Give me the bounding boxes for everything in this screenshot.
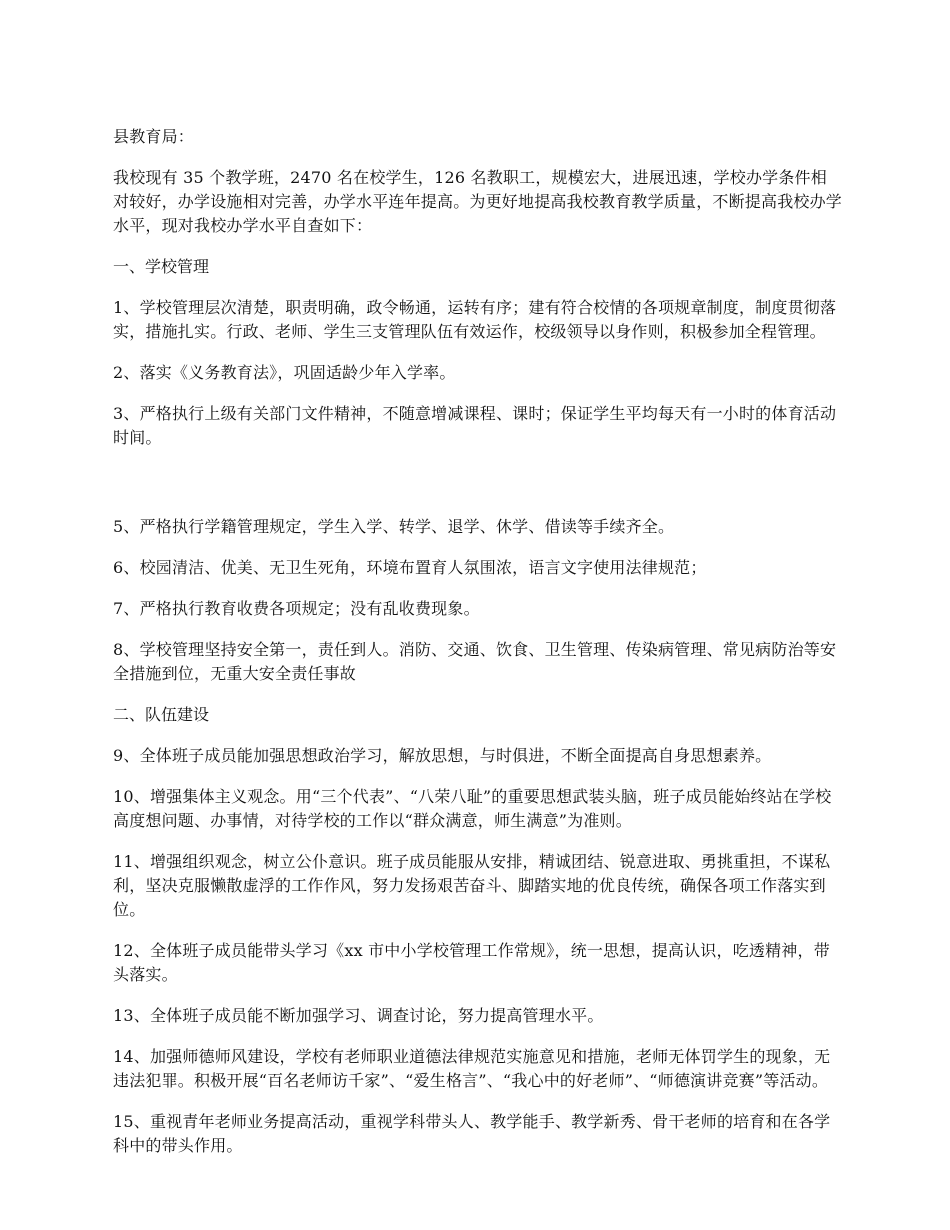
salutation: 县教育局： xyxy=(113,127,195,146)
list-item: 8、学校管理坚持安全第一，责任到人。消防、交通、饮食、卫生管理、传染病管理、常见病防治等安全措施到位，无重大安全责任事故 xyxy=(113,640,837,683)
list-item: 15、重视青年老师业务提高活动，重视学科带头人、教学能手、教学新秀、骨干老师的培育和在各学科中的带头作用。 xyxy=(113,1112,831,1155)
list-item: 13、全体班子成员能不断加强学习、调查讨论，努力提高管理水平。 xyxy=(113,1006,604,1025)
list-item: 6、校园清洁、优美、无卫生死角，环境布置育人氛围浓，语言文字使用法律规范； xyxy=(113,558,707,577)
list-item: 11、增强组织观念，树立公仆意识。班子成员能服从安排，精诚团结、锐意进取、勇挑重担，不谋私利，坚决克服懒散虚浮的工作作风，努力发扬艰苦奋斗、脚踏实地的优良传统，确保各项工作落实到位。 xyxy=(113,852,831,919)
list-item: 14、加强师德师风建设，学校有老师职业道德法律规范实施意见和措施，老师无体罚学生的现象，无违法犯罪。积极开展“百名老师访千家”、“爱生格言”、“我心中的好老师”、“师德演讲竞赛”等活动。 xyxy=(113,1047,831,1090)
intro-paragraph: 我校现有 35 个教学班，2470 名在校学生，126 名教职工，规模宏大，进展迅速，学校办学条件相对较好，办学设施相对完善，办学水平连年提高。为更好地提高我校教育教学质量，不断提高我校办学水平，现对我校办学水平自查如下： xyxy=(113,168,843,235)
section-heading-team: 二、队伍建设 xyxy=(113,705,210,724)
list-item: 3、严格执行上级有关部门文件精神，不随意增减课程、课时；保证学生平均每天有一小时的体育活动时间。 xyxy=(113,404,837,447)
list-item: 2、落实《义务教育法》，巩固适龄少年入学率。 xyxy=(113,363,456,382)
list-item: 7、严格执行教育收费各项规定；没有乱收费现象。 xyxy=(113,599,480,618)
list-item: 10、增强集体主义观念。用“三个代表”、“八荣八耻”的重要思想武装头脑，班子成员能始终站在学校高度想问题、办事情，对待学校的工作以“群众满意，师生满意”为准则。 xyxy=(113,787,832,830)
list-item: 12、全体班子成员能带头学习《xx 市中小学校管理工作常规》，统一思想，提高认识，吃透精神，带头落实。 xyxy=(113,941,830,984)
section-heading-management: 一、学校管理 xyxy=(113,257,210,276)
list-item: 5、严格执行学籍管理规定，学生入学、转学、退学、休学、借读等手续齐全。 xyxy=(113,517,675,536)
list-item: 9、全体班子成员能加强思想政治学习，解放思想，与时俱进，不断全面提高自身思想素养。 xyxy=(113,746,772,765)
blank-gap xyxy=(113,467,843,515)
document-body xyxy=(113,125,843,1175)
list-item: 1、学校管理层次清楚，职责明确，政令畅通，运转有序；建有符合校情的各项规章制度，制度贯彻落实，措施扎实。行政、老师、学生三支管理队伍有效运作，校级领导以身作则，积极参加全程管理。 xyxy=(113,298,837,341)
